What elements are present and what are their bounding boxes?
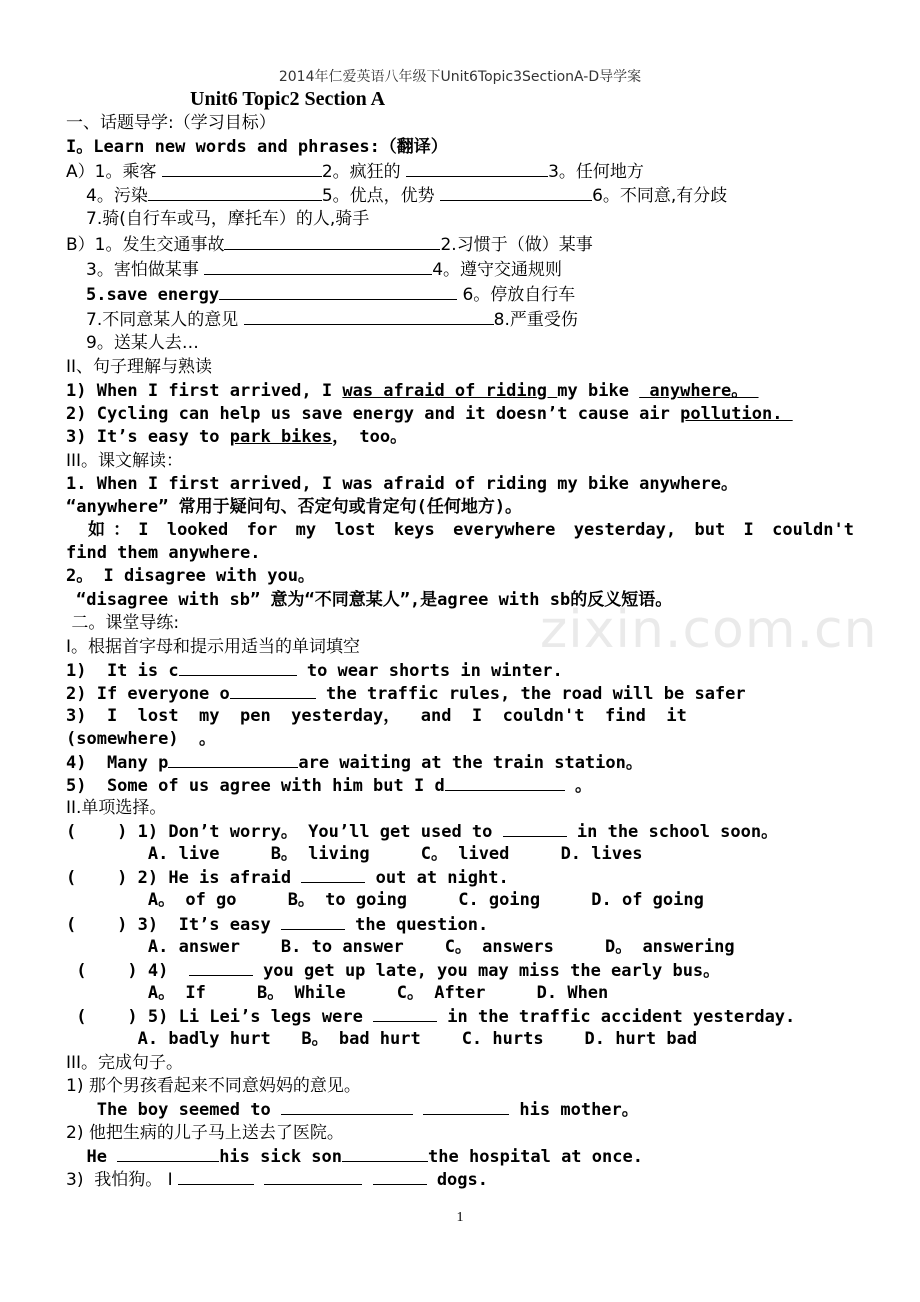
mc-q3: ( ) 3) It’s easy the question. [66,915,489,935]
vocab-b-line1: B）1。发生交通事故 2.习惯于（做）某事 [66,235,593,255]
complete-q1-cn: 1) 那个男孩看起来不同意妈妈的意见。 [66,1076,361,1096]
vocab-b-line4: 7.不同意某人的意见 8.严重受伤 [86,310,578,330]
blank[interactable] [373,1005,437,1022]
mc-heading: II.单项选择。 [66,798,167,818]
blank[interactable] [204,258,432,275]
fill-q5: 5) Some of us agree with him but I d 。 [66,776,592,796]
explain-1-example-cont: find them anywhere. [66,543,261,563]
blank[interactable] [178,1168,254,1185]
mc-q3-options: A. answer B. to answer C。 answers D。 answering [66,937,735,957]
vocab-b-line3: 5.save energy 6。停放自行车 [86,285,576,305]
blank[interactable] [189,959,253,976]
blank[interactable] [219,283,457,300]
mc-q1: ( ) 1) Don’t worry。 You’ll get used to in the school soon。 [66,822,779,842]
mc-q1-options: A. live B。 living C。 lived D. lives [66,844,643,864]
complete-q3: 3) 我怕狗。 I dogs. [66,1170,488,1190]
vocab-a-line2: 4。污染 5。优点，优势 6。不同意,有分歧 [86,186,728,206]
section2-heading: 二。课堂导练: [66,613,180,633]
sub-heading-III: III。课文解读： [66,451,184,471]
mc-q5-options: A. badly hurt B。 bad hurt C. hurts D. hurt bad [66,1029,698,1049]
complete-q1-en: The boy seemed to his mother。 [66,1100,639,1120]
fill-q1: 1) It is c to wear shorts in winter. [66,661,563,681]
fill-q4: 4) Many p are waiting at the train station。 [66,753,643,773]
vocab-b-line5: 9。送某人去… [86,333,199,353]
explain-1: 1. When I first arrived, I was afraid of riding my bike anywhere。 [66,474,739,494]
mc-q2: ( ) 2) He is afraid out at night. [66,868,509,888]
blank[interactable] [281,913,345,930]
blank[interactable] [406,160,548,177]
fill-q2: 2) If everyone o the traffic rules, the road will be safer [66,684,746,704]
watermark: zixin.com.cn [540,600,878,660]
blank[interactable] [264,1168,362,1185]
explain-1-example: 如：I looked for my lost keys everywhere yesterday, but I couldn't [88,520,854,540]
blank[interactable] [423,1098,509,1115]
blank[interactable] [244,308,494,325]
blank[interactable] [224,233,440,250]
sentence-1: 1) When I first arrived, I was afraid of riding my bike anywhere。 [66,381,759,401]
vocab-a-line3: 7.骑(自行车或马，摩托车）的人,骑手 [86,209,370,229]
blank[interactable] [281,1098,413,1115]
blank[interactable] [440,184,592,201]
blank[interactable] [445,774,565,791]
mc-q4-options: A。 If B。 While C。 After D. When [66,983,609,1003]
blank[interactable] [117,1145,219,1162]
blank[interactable] [148,184,322,201]
fill-q3: 3) I lost my pen yesterday， and I couldn't find it [66,706,687,726]
explain-1-note: “anywhere” 常用于疑问句、否定句或肯定句(任何地方)。 [66,497,523,517]
explain-2-note: “disagree with sb” 意为“不同意某人”,是agree with sb的反义短语。 [76,590,673,610]
blank[interactable] [162,160,322,177]
explain-2: 2。 I disagree with you。 [66,566,315,586]
vocab-a-line1: A）1。乘客 2。疯狂的 3。任何地方 [66,162,644,182]
sentence-2: 2) Cycling can help us save energy and it doesn’t cause air pollution. [66,404,793,424]
complete-q2-cn: 2) 他把生病的儿子马上送去了医院。 [66,1123,344,1143]
sub-heading-II: II、句子理解与熟读 [66,357,213,377]
mc-q2-options: A。 of go B。 to going C. going D. of going [66,890,704,910]
blank[interactable] [301,866,365,883]
blank[interactable] [179,659,297,676]
complete-q2-en: He his sick son the hospital at once. [66,1147,643,1167]
blank[interactable] [230,682,316,699]
vocab-b-line2: 3。害怕做某事 4。遵守交通规则 [86,260,563,280]
blank[interactable] [503,820,567,837]
mc-q4: ( ) 4) you get up late, you may miss the early bus。 [66,961,721,981]
page-header: 2014年仁爱英语八年级下Unit6Topic3SectionA-D导学案 [278,69,642,85]
fill-q3-cont: (somewhere) 。 [66,729,217,749]
blank[interactable] [342,1145,428,1162]
section1-heading: 一、话题导学:（学习目标） [66,113,276,133]
mc-q5: ( ) 5) Li Lei’s legs were in the traffic accident yesterday. [66,1007,796,1027]
fill-heading: I。根据首字母和提示用适当的单词填空 [66,637,361,657]
sub-heading-I: I。Learn new words and phrases:（翻译） [66,137,448,157]
blank[interactable] [168,751,298,768]
page-number: 1 [456,1210,464,1225]
blank[interactable] [373,1168,427,1185]
complete-heading: III。完成句子。 [66,1053,184,1073]
sentence-3: 3) It’s easy to park bikes， too。 [66,427,408,447]
page-title: Unit6 Topic2 Section A [190,88,386,110]
